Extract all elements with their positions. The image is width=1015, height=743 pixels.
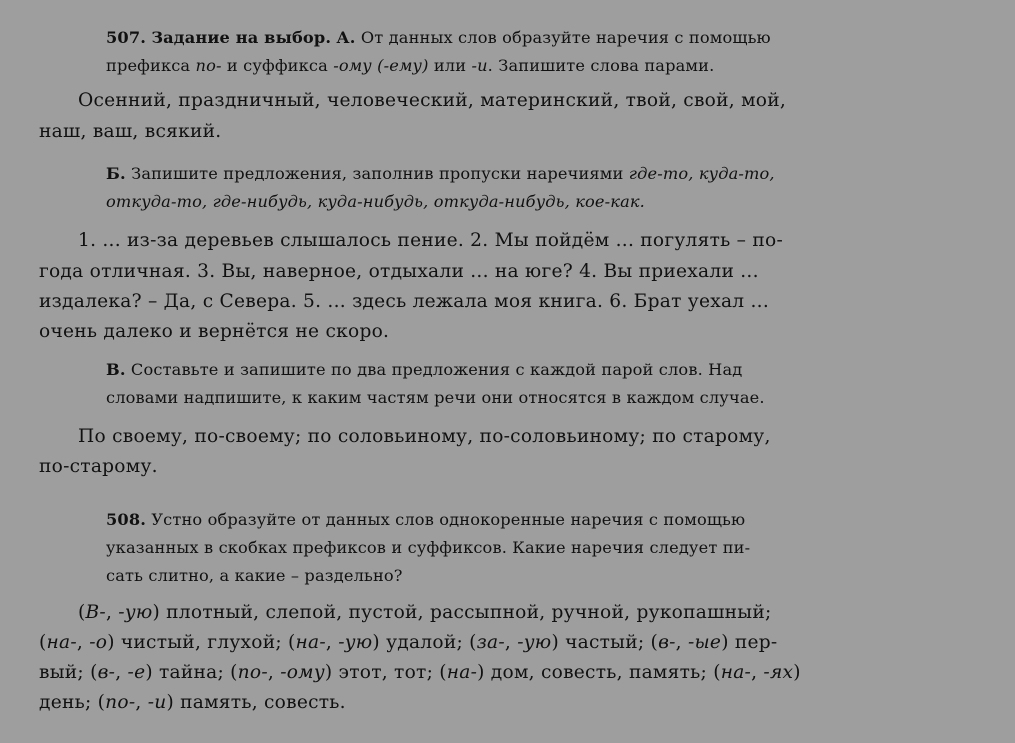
text-fragment: ,: [751, 662, 764, 683]
affix-fragment: в-: [658, 632, 676, 653]
text-fragment: ,: [135, 692, 148, 713]
affix-fragment: на-: [295, 632, 326, 653]
text-fragment: ,: [504, 632, 518, 653]
part-a-instruction-line2: [106, 56, 714, 75]
suffix-i: -и: [471, 56, 488, 75]
text-fragment: префикса: [106, 56, 196, 75]
part-c-instruction-line1: [106, 360, 742, 379]
affix-fragment: -ую: [118, 602, 153, 623]
exercise-508-words-line2: [39, 632, 777, 653]
text-fragment: (: [78, 602, 86, 623]
exercise-508-words-line4: [39, 692, 346, 713]
part-b-sentence-line2: года отличная. 3. Вы, наверное, отдыхали ... на юге? 4. Вы приехали ...: [39, 261, 759, 282]
text-fragment: ,: [267, 662, 281, 683]
part-c-letter: В.: [106, 360, 126, 379]
text-fragment: ,: [76, 632, 90, 653]
text-fragment: и суффикса: [221, 56, 334, 75]
text-fragment: Устно образуйте от данных слов однокоренные наречия с помощью: [151, 510, 746, 529]
affix-fragment: -и: [147, 692, 167, 713]
adverb-list: где-то, куда-то,: [628, 164, 775, 183]
text-fragment: ,: [325, 632, 339, 653]
part-c-instruction-line2: словами надпишите, к каким частям речи они относятся в каждом случае.: [106, 388, 765, 407]
text-fragment: вый; (: [39, 662, 98, 683]
affix-fragment: В-: [85, 602, 106, 623]
affix-fragment: -ому: [280, 662, 325, 683]
text-fragment: . Запишите слова парами.: [487, 56, 715, 75]
text-fragment: день; (: [39, 692, 106, 713]
exercise-508-instruction-line3: сать слитно, а какие – раздельно?: [106, 566, 403, 585]
exercise-number: 507.: [106, 28, 147, 47]
exercise-508-words-line3: [39, 662, 801, 683]
affix-fragment: -ые: [688, 632, 722, 653]
text-fragment: ) пер-: [721, 632, 778, 653]
text-fragment: или: [428, 56, 472, 75]
affix-fragment: на-: [446, 662, 478, 683]
affix-fragment: на-: [46, 632, 77, 653]
affix-fragment: -ях: [763, 662, 794, 683]
affix-fragment: -о: [89, 632, 108, 653]
text-fragment: ) этот, тот; (: [324, 662, 447, 683]
affix-fragment: по-: [237, 662, 268, 683]
text-fragment: ) память, совесть.: [166, 692, 346, 713]
exercise-508-words-line1: [78, 602, 772, 623]
affix-fragment: -ую: [338, 632, 373, 653]
text-fragment: ) плотный, слепой, пустой, рассыпной, ручной, рукопашный;: [152, 602, 772, 623]
text-fragment: Составьте и запишите по два предложения с каждой парой слов. Над: [130, 360, 743, 379]
affix-fragment: по-: [105, 692, 136, 713]
text-fragment: ,: [115, 662, 128, 683]
exercise-507-heading: [106, 28, 771, 47]
text-fragment: ) удалой; (: [372, 632, 477, 653]
part-a-words-line2: наш, ваш, всякий.: [39, 121, 222, 142]
part-b-sentence-line4: очень далеко и вернётся не скоро.: [39, 321, 390, 342]
text-fragment: ) частый; (: [551, 632, 659, 653]
text-fragment: (: [39, 632, 47, 653]
part-b-sentence-line3: издалека? – Да, с Севера. 5. ... здесь лежала моя книга. 6. Брат уехал ...: [39, 291, 770, 312]
affix-fragment: -е: [127, 662, 146, 683]
text-fragment: ,: [105, 602, 119, 623]
exercise-508-instruction-line1: [106, 510, 745, 529]
affix-fragment: на-: [720, 662, 752, 683]
affix-fragment: в-: [97, 662, 116, 683]
part-c-words-line1: По своему, по-своему; по соловьиному, по-соловьиному; по старому,: [78, 426, 771, 447]
text-fragment: ): [793, 662, 801, 683]
affix-fragment: за-: [476, 632, 505, 653]
part-a-instruction-line1: От данных слов образуйте наречия с помощью: [360, 28, 771, 47]
text-fragment: ) тайна; (: [145, 662, 238, 683]
prefix-po: по-: [195, 56, 222, 75]
part-b-sentence-line1: 1. ... из-за деревьев слышалось пение. 2. Мы пойдём ... погулять – по-: [78, 230, 783, 251]
text-fragment: ,: [675, 632, 688, 653]
part-c-words-line2: по-старому.: [39, 456, 158, 477]
part-b-instruction-line1: [106, 164, 775, 183]
text-fragment: Запишите предложения, заполнив пропуски наречиями: [131, 164, 629, 183]
part-b-letter: Б.: [106, 164, 126, 183]
suffix-omu: -ому (-ему): [333, 56, 429, 75]
text-fragment: ) дом, совесть, память; (: [477, 662, 721, 683]
text-fragment: ) чистый, глухой; (: [107, 632, 296, 653]
part-a-letter: А.: [336, 28, 356, 47]
part-b-instruction-line2: откуда-то, где-нибудь, куда-нибудь, откуда-нибудь, кое-как.: [106, 192, 645, 211]
exercise-508-instruction-line2: указанных в скобках префиксов и суффиксов. Какие наречия следует пи-: [106, 538, 751, 557]
exercise-title: Задание на выбор.: [151, 28, 332, 47]
exercise-number: 508.: [106, 510, 147, 529]
part-a-words-line1: Осенний, праздничный, человеческий, материнский, твой, свой, мой,: [78, 90, 787, 111]
affix-fragment: -ую: [517, 632, 552, 653]
